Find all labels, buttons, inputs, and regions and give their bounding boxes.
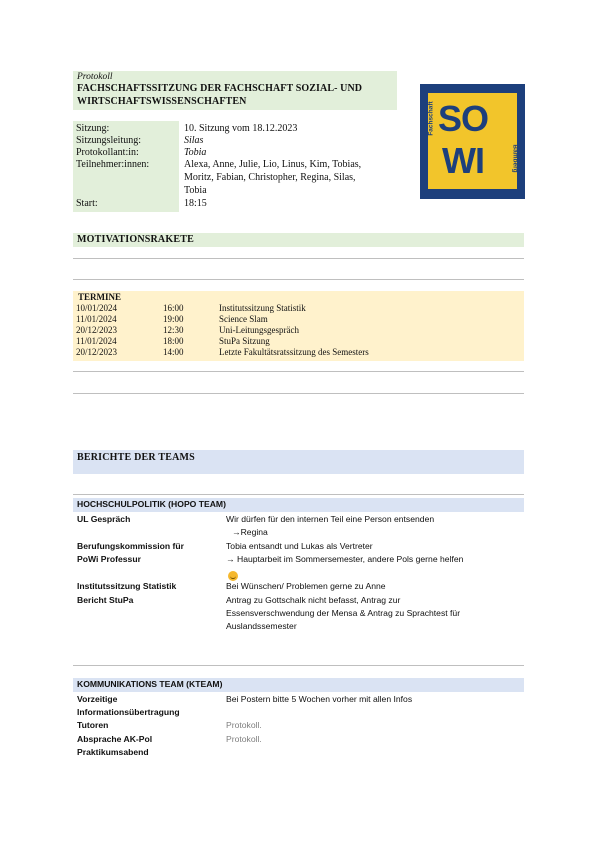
termin-date: 10/01/2024 xyxy=(76,303,118,313)
berufung-label-line2: PoWi Professur xyxy=(77,554,141,564)
institut-value: Bei Wünschen/ Problemen gerne zu Anne xyxy=(226,581,386,591)
termin-date: 11/01/2024 xyxy=(76,314,117,324)
doc-title-line1: FACHSCHAFTSSITZUNG DER FACHSCHAFT SOZIAL- UND xyxy=(77,83,363,94)
doc-title-line2: WIRTSCHAFTSWISSENSCHAFTEN xyxy=(77,95,247,107)
termin-event: Science Slam xyxy=(219,314,268,324)
start-value: 18:15 xyxy=(184,198,207,209)
hopo-bar xyxy=(73,498,524,512)
protokoll-value: Tobia xyxy=(184,147,207,158)
protokoll-label: Protokollant:in: xyxy=(76,147,139,158)
termin-date: 20/12/2023 xyxy=(76,347,118,357)
absprache-label-line1: Absprache AK-Pol xyxy=(77,734,153,744)
berichte-bar xyxy=(73,450,524,474)
termine-block xyxy=(73,291,524,361)
teilnehmer-line2: Moritz, Fabian, Christopher, Regina, Silas, xyxy=(184,172,356,183)
termine-title: TERMINE xyxy=(78,292,122,302)
vorzeitige-label-line1: Vorzeitige xyxy=(77,694,118,704)
termin-time: 18:00 xyxy=(163,336,184,346)
ul-label: UL Gespräch xyxy=(77,514,131,524)
divider xyxy=(73,494,524,495)
stupa-value-line3: Auslandssemester xyxy=(226,621,297,631)
sowi-logo xyxy=(420,84,525,199)
divider xyxy=(73,258,524,259)
logo-left-text: Fachschaft xyxy=(427,101,435,136)
leitung-value: Silas xyxy=(184,135,204,146)
divider xyxy=(73,371,524,372)
tutoren-label: Tutoren xyxy=(77,720,109,730)
header-block xyxy=(73,71,397,110)
termin-time: 16:00 xyxy=(163,303,184,313)
motivation-bar xyxy=(73,233,524,247)
vorzeitige-label-line2: Informationsübertragung xyxy=(77,707,180,717)
termin-time: 14:00 xyxy=(163,347,184,357)
termin-time: 19:00 xyxy=(163,314,184,324)
termin-date: 11/01/2024 xyxy=(76,336,117,346)
doc-title xyxy=(77,83,362,108)
teilnehmer-label: Teilnehmer:innen: xyxy=(76,159,150,170)
motivation-title: MOTIVATIONSRAKETE xyxy=(77,234,194,245)
berufung-value-line2: → Hauptarbeit im Sommersemester, andere Pols gerne helfen xyxy=(226,554,464,564)
logo-top-word: SO xyxy=(438,98,489,139)
termin-event: Institutssitzung Statistik xyxy=(219,303,306,313)
divider xyxy=(73,665,524,666)
institut-label: Institutssitzung Statistik xyxy=(77,581,177,591)
leitung-label: Sitzungsleitung: xyxy=(76,135,141,146)
logo-right-text: Bamberg xyxy=(511,144,519,173)
absprache-label-line2: Praktikumsabend xyxy=(77,747,149,757)
berichte-title: BERICHTE DER TEAMS xyxy=(77,452,195,463)
termin-event: Letzte Fakultätsratssitzung des Semesters xyxy=(219,347,369,357)
teilnehmer-line3: Tobia xyxy=(184,185,207,196)
ul-value-line1: Wir dürfen für den internen Teil eine Person entsenden xyxy=(226,514,435,524)
termin-event: Uni-Leitungsgespräch xyxy=(219,325,299,335)
divider xyxy=(73,393,524,394)
berufung-label-line1: Berufungskommission für xyxy=(77,541,184,551)
hopo-title: HOCHSCHULPOLITIK (HOPO TEAM) xyxy=(77,499,226,509)
kteam-bar xyxy=(73,678,524,692)
termin-date: 20/12/2023 xyxy=(76,325,118,335)
termin-event: StuPa Sitzung xyxy=(219,336,270,346)
stupa-value-line1: Antrag zu Gottschalk nicht befasst, Antrag zur xyxy=(226,595,401,605)
teilnehmer-line1: Alexa, Anne, Julie, Lio, Linus, Kim, Tobias, xyxy=(184,159,362,170)
ul-value-line2: →Regina xyxy=(232,527,268,537)
termin-time: 12:30 xyxy=(163,325,184,335)
stupa-value-line2: Essensverschwendung der Mensa & Antrag zu Sprachtest für xyxy=(226,608,461,618)
start-label: Start: xyxy=(76,198,98,209)
doc-kicker: Protokoll xyxy=(77,72,113,82)
logo-inner xyxy=(428,93,517,189)
absprache-value: Protokoll. xyxy=(226,734,262,744)
berufung-value-line1: Tobia entsandt und Lukas als Vertreter xyxy=(226,541,373,551)
tutoren-value: Protokoll. xyxy=(226,720,262,730)
logo-bottom-word: WI xyxy=(442,140,484,181)
kteam-title: KOMMUNIKATIONS TEAM (KTEAM) xyxy=(77,679,223,689)
vorzeitige-value: Bei Postern bitte 5 Wochen vorher mit allen Infos xyxy=(226,694,413,704)
stupa-label: Bericht StuPa xyxy=(77,595,134,605)
sitzung-value: 10. Sitzung vom 18.12.2023 xyxy=(184,123,298,134)
divider xyxy=(73,279,524,280)
sitzung-label: Sitzung: xyxy=(76,123,110,134)
